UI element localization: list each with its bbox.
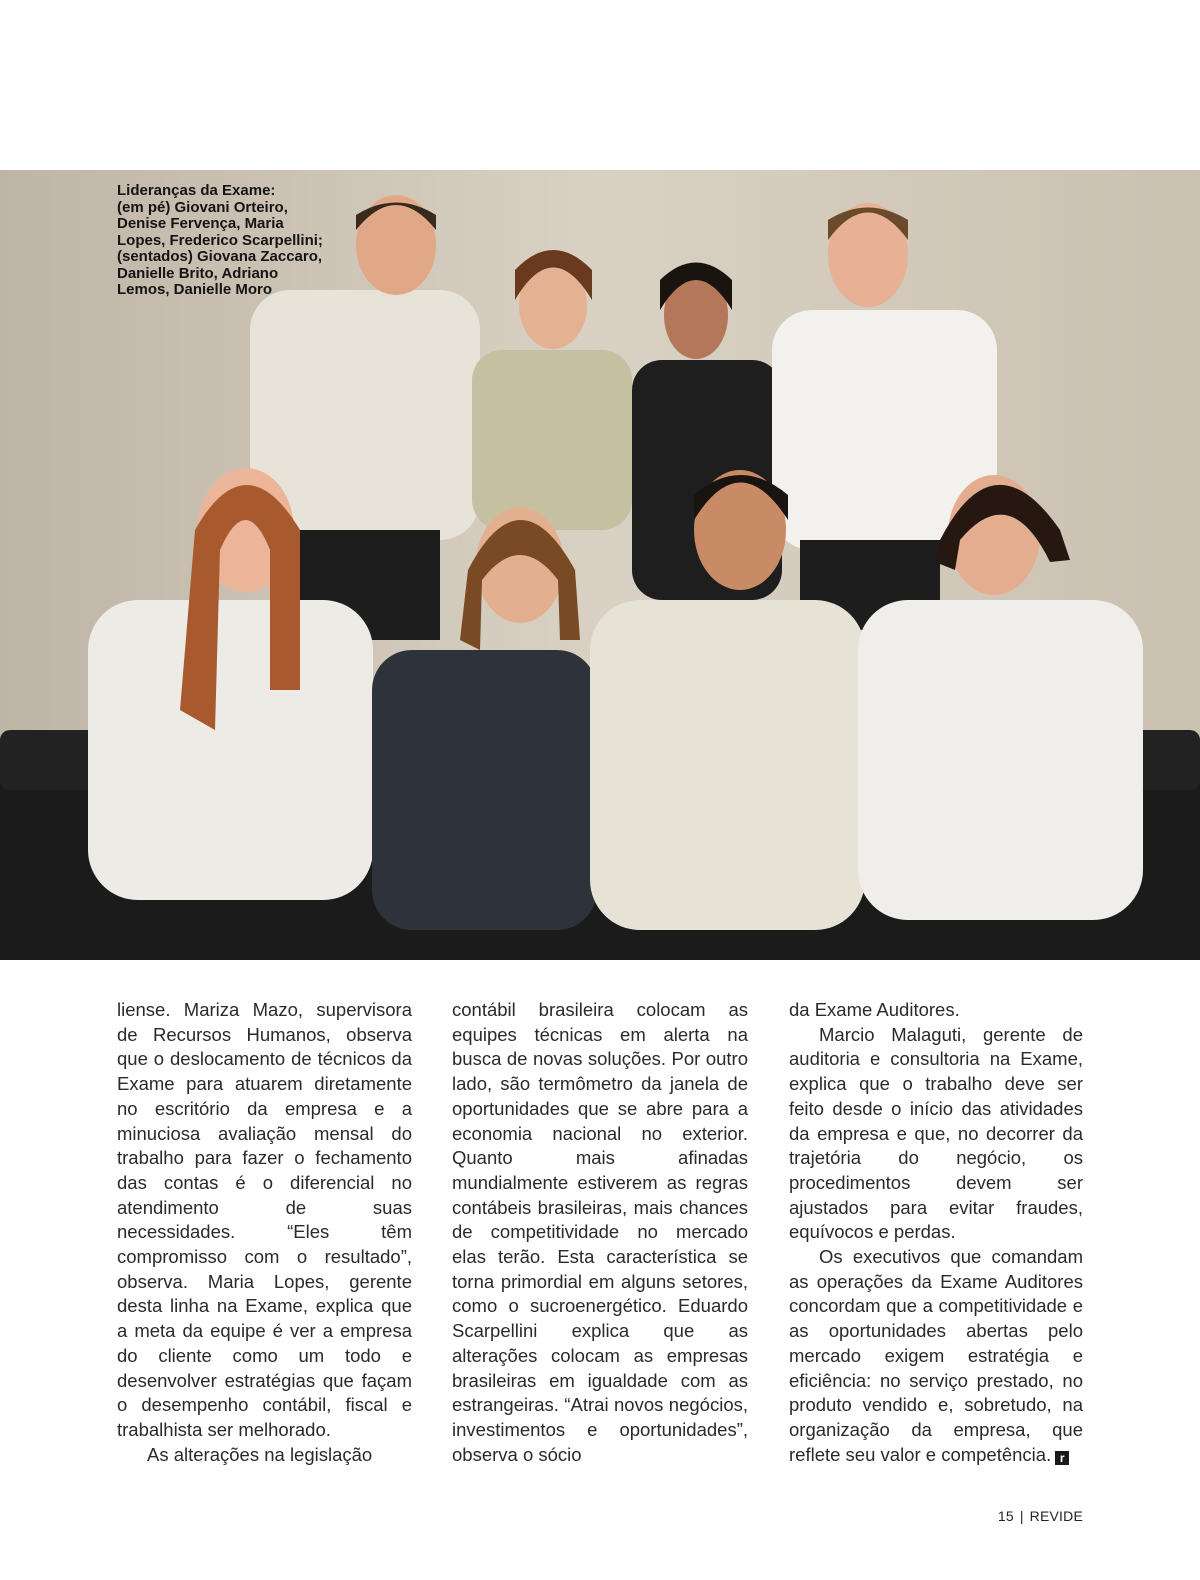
- paragraph: da Exame Auditores.: [789, 999, 960, 1020]
- page-footer: [998, 1508, 1083, 1524]
- paragraph: contábil brasileira colocam as equipes técnicas em alerta na busca de novas soluções. Por outro lado, são termômetro da janela de oportunidades que se abre para a economia nacional no exterior. Quanto mais afinadas mundialmente estiverem as regras contábeis brasileiras, mais chances de competitividade no mercado elas terão. Esta característica se torna primordial em alguns setores, como o sucroenergético. Eduardo Scarpellini explica que as alterações colocam as empresas brasileiras em igualdade com as estrangeiras. “Atrai novos negócios, investimentos e oportunidades”, observa o sócio: [452, 999, 748, 1465]
- text-column-2: [452, 998, 748, 1467]
- magazine-name: REVIDE: [1029, 1508, 1083, 1524]
- paragraph: As alterações na legislação: [147, 1443, 373, 1465]
- end-mark-icon: r: [1055, 1451, 1069, 1465]
- footer-separator: |: [1019, 1508, 1024, 1524]
- paragraph-final: [789, 1245, 1083, 1467]
- text-column-3: [789, 998, 1083, 1467]
- text-column-1: [117, 998, 412, 1467]
- paragraph: Marcio Malaguti, gerente de auditoria e consultoria na Exame, explica que o trabalho deve ser feito desde o início das atividades da empresa e que, no decorrer da trajetória do negócio, os procedimentos devem ser ajustados para evitar fraudes, equívocos e perdas.: [789, 1023, 1083, 1243]
- page-number: 15: [997, 1508, 1014, 1524]
- paragraph: liense. Mariza Mazo, supervisora de Recursos Humanos, observa que o deslocamento de técnicos da Exame para atuarem diretamente no escritório da empresa e a minuciosa avaliação mensal do trabalho para fazer o fechamento das contas é o diferencial no atendimento de suas necessidades. “Eles têm compromisso com o resultado”, observa. Maria Lopes, gerente desta linha na Exame, explica que a meta da equipe é ver a empresa do cliente como um todo e desenvolver estratégias que façam o desempenho contábil, fiscal e trabalhista ser melhorado.: [117, 999, 412, 1440]
- paragraph-text: Os executivos que comandam as operações da Exame Auditores concordam que a competitividade e as oportunidades abertas pelo mercado exigem estratégia e eficiência: no serviço prestado, no produto vendido e, sobretudo, na organização da empresa, que reflete seu valor e competência.: [789, 1246, 1083, 1465]
- photo-caption: Lideranças da Exame: (em pé) Giovani Orteiro, Denise Fervença, Maria Lopes, Frederico Scarpellini; (sentados) Giovana Zaccaro, Danielle Brito, Adriano Lemos, Danielle Moro: [117, 182, 323, 298]
